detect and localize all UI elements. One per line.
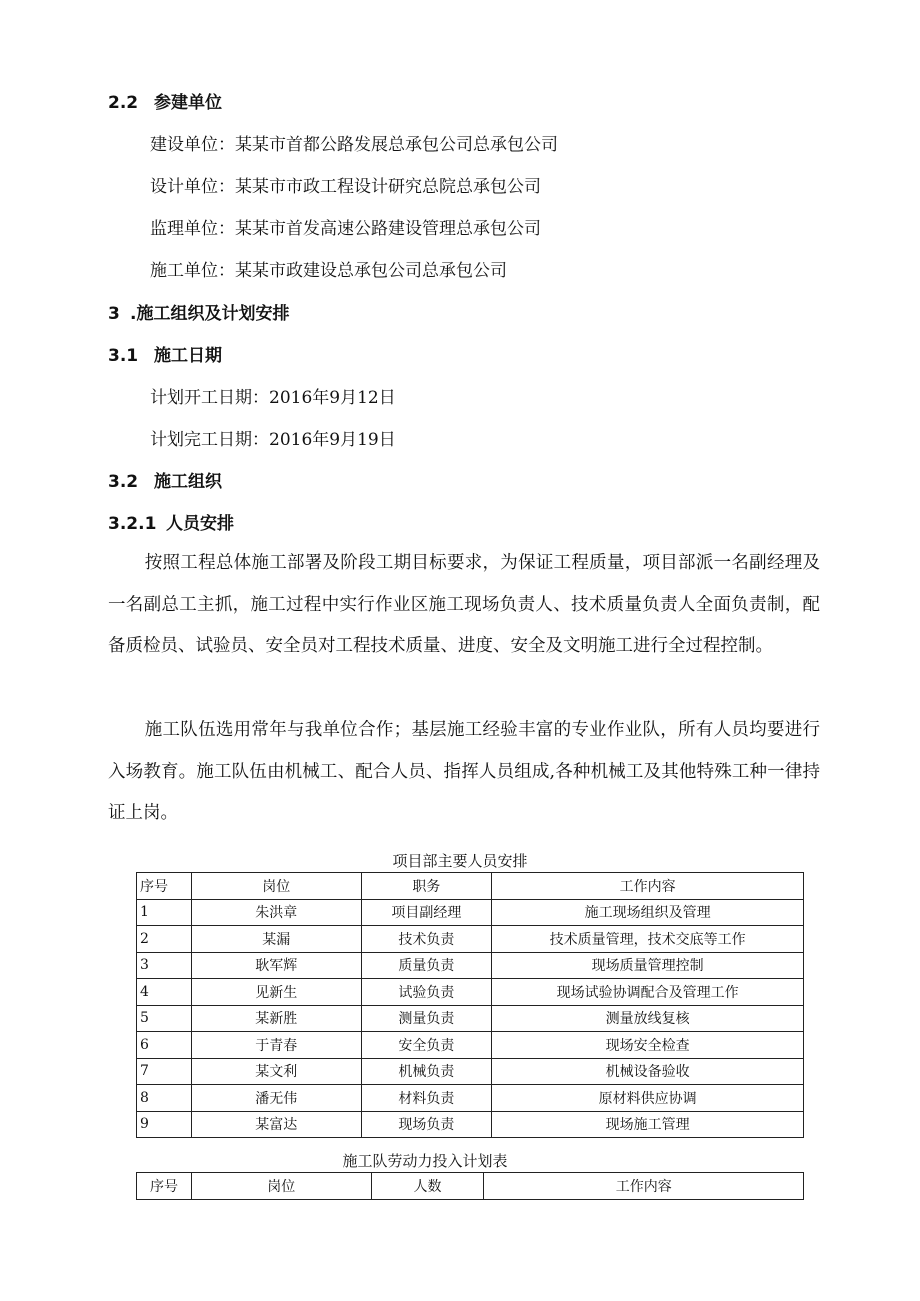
cell-name: 朱洪章 bbox=[191, 899, 361, 926]
paragraph-team: 施工队伍选用常年与我单位合作；基层施工经验丰富的专业作业队，所有人员均要进行入场教育。施工队伍由机械工、配合人员、指挥人员组成,各种机械工及其他特殊工种一律持证上岗。 bbox=[108, 720, 820, 823]
heading-3 bbox=[108, 299, 289, 324]
cell-index: 1 bbox=[137, 899, 192, 926]
cell-duty: 现场施工管理 bbox=[492, 1111, 804, 1138]
cell-role: 质量负责 bbox=[361, 952, 492, 979]
table-row bbox=[137, 1032, 804, 1059]
cell-index: 8 bbox=[137, 1085, 192, 1112]
heading-title: 参建单位 bbox=[154, 93, 222, 113]
unit-line-construction: 建设单位：某某市首都公路发展总承包公司总承包公司 bbox=[150, 135, 558, 155]
cell-duty: 现场质量管理控制 bbox=[492, 952, 804, 979]
cell-name: 某富达 bbox=[191, 1111, 361, 1138]
table-row bbox=[137, 1058, 804, 1085]
table-row bbox=[137, 1085, 804, 1112]
heading-number: 3 bbox=[108, 304, 120, 324]
heading-title: .施工组织及计划安排 bbox=[130, 304, 290, 324]
heading-number: 3.1 bbox=[108, 346, 139, 366]
cell-name: 某文利 bbox=[191, 1058, 361, 1085]
staff-table bbox=[136, 872, 804, 1138]
table-row bbox=[137, 1005, 804, 1032]
planned-start-date: 计划开工日期：2016年9月12日 bbox=[150, 388, 396, 408]
table-row bbox=[137, 926, 804, 953]
cell-role: 测量负责 bbox=[361, 1005, 492, 1032]
heading-title: 人员安排 bbox=[166, 514, 234, 534]
cell-duty: 现场试验协调配合及管理工作 bbox=[492, 979, 804, 1006]
cell-name: 潘无伟 bbox=[191, 1085, 361, 1112]
cell-index: 7 bbox=[137, 1058, 192, 1085]
cell-index: 5 bbox=[137, 1005, 192, 1032]
unit-line-design: 设计单位：某某市市政工程设计研究总院总承包公司 bbox=[150, 177, 541, 197]
cell-index: 4 bbox=[137, 979, 192, 1006]
unit-line-contractor: 施工单位：某某市政建设总承包公司总承包公司 bbox=[150, 261, 507, 281]
table-row bbox=[137, 979, 804, 1006]
cell-role: 项目副经理 bbox=[361, 899, 492, 926]
table1-caption: 项目部主要人员安排 bbox=[392, 852, 528, 870]
cell-role: 试验负责 bbox=[361, 979, 492, 1006]
heading-3-1 bbox=[108, 341, 222, 366]
cell-name: 耿军辉 bbox=[191, 952, 361, 979]
heading-3-2-1 bbox=[108, 509, 234, 534]
cell-index: 2 bbox=[137, 926, 192, 953]
table2-caption: 施工队劳动力投入计划表 bbox=[342, 1152, 508, 1170]
header-cell: 工作内容 bbox=[484, 1173, 804, 1200]
cell-role: 机械负责 bbox=[361, 1058, 492, 1085]
header-cell: 职务 bbox=[361, 873, 492, 900]
heading-number: 3.2.1 bbox=[108, 514, 157, 534]
cell-role: 安全负责 bbox=[361, 1032, 492, 1059]
cell-role: 技术负责 bbox=[361, 926, 492, 953]
cell-index: 3 bbox=[137, 952, 192, 979]
table-row bbox=[137, 952, 804, 979]
cell-index: 9 bbox=[137, 1111, 192, 1138]
table-header-row bbox=[137, 1173, 804, 1200]
heading-title: 施工日期 bbox=[154, 346, 222, 366]
heading-title: 施工组织 bbox=[154, 472, 222, 492]
cell-name: 某新胜 bbox=[191, 1005, 361, 1032]
labor-plan-table bbox=[136, 1172, 804, 1200]
heading-2-2 bbox=[108, 88, 222, 113]
planned-end-date: 计划完工日期：2016年9月19日 bbox=[150, 430, 396, 450]
header-cell: 工作内容 bbox=[492, 873, 804, 900]
cell-duty: 测量放线复核 bbox=[492, 1005, 804, 1032]
cell-duty: 现场安全检查 bbox=[492, 1032, 804, 1059]
header-cell: 人数 bbox=[371, 1173, 484, 1200]
header-cell: 岗位 bbox=[191, 1173, 371, 1200]
cell-role: 材料负责 bbox=[361, 1085, 492, 1112]
table-row bbox=[137, 899, 804, 926]
cell-name: 见新生 bbox=[191, 979, 361, 1006]
cell-duty: 施工现场组织及管理 bbox=[492, 899, 804, 926]
cell-index: 6 bbox=[137, 1032, 192, 1059]
cell-duty: 技术质量管理，技术交底等工作 bbox=[492, 926, 804, 953]
heading-3-2 bbox=[108, 467, 222, 492]
heading-number: 2.2 bbox=[108, 93, 139, 113]
paragraph-staffing: 按照工程总体施工部署及阶段工期目标要求，为保证工程质量，项目部派一名副经理及一名副总工主抓，施工过程中实行作业区施工现场负责人、技术质量负责人全面负责制，配备质检员、试验员、安全员对工程技术质量、进度、安全及文明施工进行全过程控制。 bbox=[108, 553, 820, 656]
cell-role: 现场负责 bbox=[361, 1111, 492, 1138]
header-cell: 序号 bbox=[137, 1173, 192, 1200]
cell-duty: 机械设备验收 bbox=[492, 1058, 804, 1085]
table-header-row bbox=[137, 873, 804, 900]
cell-name: 于青春 bbox=[191, 1032, 361, 1059]
table-row bbox=[137, 1111, 804, 1138]
cell-name: 某漏 bbox=[191, 926, 361, 953]
heading-number: 3.2 bbox=[108, 472, 139, 492]
header-cell: 岗位 bbox=[191, 873, 361, 900]
header-cell: 序号 bbox=[137, 873, 192, 900]
cell-duty: 原材料供应协调 bbox=[492, 1085, 804, 1112]
unit-line-supervision: 监理单位：某某市首发高速公路建设管理总承包公司 bbox=[150, 219, 541, 239]
